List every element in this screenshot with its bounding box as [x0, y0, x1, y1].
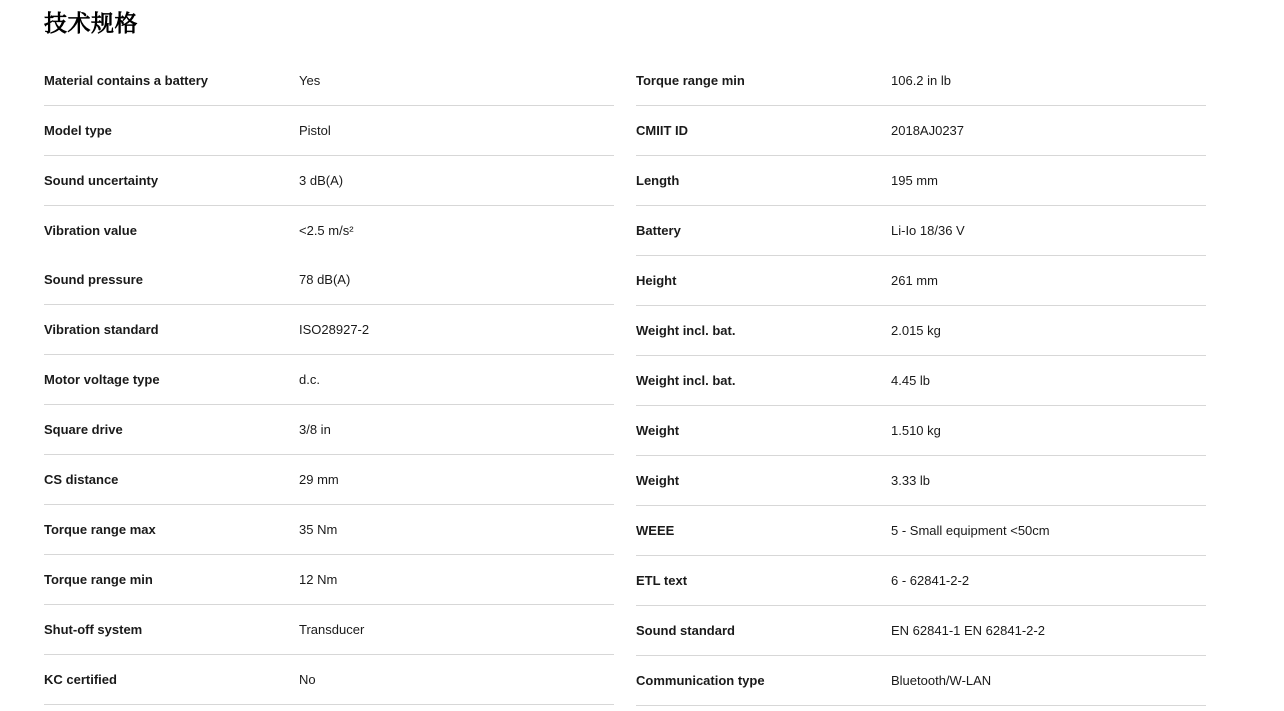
spec-value: 261 mm: [891, 273, 938, 288]
spec-row: [44, 156, 614, 206]
spec-label: Length: [636, 173, 680, 188]
spec-value: 1.510 kg: [891, 423, 941, 438]
spec-row: [636, 56, 1206, 106]
spec-value: 3.33 lb: [891, 473, 931, 488]
spec-row: [44, 106, 614, 156]
spec-value: Bluetooth/W-LAN: [891, 673, 992, 688]
spec-value: Li-Io 18/36 V: [891, 223, 965, 238]
spec-label: KC certified: [44, 672, 117, 687]
spec-row: [44, 605, 614, 655]
spec-label: Vibration value: [44, 223, 137, 238]
spec-row: [636, 456, 1206, 506]
spec-label: Height: [636, 273, 677, 288]
spec-row: [636, 406, 1206, 456]
spec-label: Weight: [636, 423, 680, 438]
spec-label: Communication type: [636, 673, 765, 688]
spec-label: Model type: [44, 123, 112, 138]
spec-row: [44, 555, 614, 605]
spec-label: Vibration standard: [44, 322, 159, 337]
spec-label: Weight incl. bat.: [636, 373, 736, 388]
specifications-column-right: [636, 56, 1206, 706]
page-title: 技术规格: [44, 10, 138, 36]
spec-value: 29 mm: [299, 472, 339, 487]
spec-label: Torque range max: [44, 522, 156, 537]
spec-label: Shut-off system: [44, 622, 143, 637]
spec-label: CMIIT ID: [636, 123, 688, 138]
spec-label: WEEE: [636, 523, 675, 538]
spec-row: [44, 655, 614, 705]
spec-value: 12 Nm: [299, 572, 338, 587]
spec-label: Motor voltage type: [44, 372, 160, 387]
spec-label: Sound uncertainty: [44, 173, 159, 188]
spec-value: 2018AJ0237: [891, 123, 965, 138]
spec-row: [44, 405, 614, 455]
spec-label: Weight incl. bat.: [636, 323, 736, 338]
spec-row: [636, 506, 1206, 556]
spec-row: [44, 56, 614, 106]
spec-value: Yes: [299, 73, 321, 88]
spec-row: [636, 256, 1206, 306]
spec-row: [44, 455, 614, 505]
spec-value: 106.2 in lb: [891, 73, 951, 88]
spec-label: Square drive: [44, 422, 123, 437]
spec-row: [636, 656, 1206, 706]
spec-value: 78 dB(A): [299, 272, 351, 287]
spec-row: [44, 206, 614, 255]
spec-value: 3/8 in: [299, 422, 331, 437]
spec-row: [636, 106, 1206, 156]
spec-value: <2.5 m/s²: [299, 223, 354, 238]
spec-label: Torque range min: [44, 572, 153, 587]
spec-value: Pistol: [299, 123, 331, 138]
spec-row: [44, 305, 614, 355]
spec-value: 4.45 lb: [891, 373, 931, 388]
spec-value: 2.015 kg: [891, 323, 941, 338]
spec-value: 6 - 62841-2-2: [891, 573, 970, 588]
spec-value: 5 - Small equipment <50cm: [891, 523, 1050, 538]
spec-label: Torque range min: [636, 73, 745, 88]
spec-value: ISO28927-2: [299, 322, 370, 337]
spec-row: [44, 255, 614, 305]
spec-label: Weight: [636, 473, 680, 488]
specifications-columns: [44, 56, 1240, 706]
spec-value: d.c.: [299, 372, 320, 387]
spec-value: Transducer: [299, 622, 365, 637]
spec-row: [636, 606, 1206, 656]
specifications-column-left: [44, 56, 614, 706]
spec-label: Battery: [636, 223, 681, 238]
spec-label: Sound standard: [636, 623, 735, 638]
spec-row: [636, 306, 1206, 356]
spec-row: [636, 356, 1206, 406]
spec-label: Sound pressure: [44, 272, 143, 287]
spec-value: 3 dB(A): [299, 173, 344, 188]
spec-row: [44, 505, 614, 555]
spec-row: [636, 556, 1206, 606]
spec-row: [44, 355, 614, 405]
spec-row: [636, 156, 1206, 206]
spec-label: CS distance: [44, 472, 119, 487]
spec-value: No: [299, 672, 316, 687]
spec-row: [636, 206, 1206, 256]
spec-label: ETL text: [636, 573, 688, 588]
spec-value: 35 Nm: [299, 522, 338, 537]
spec-value: 195 mm: [891, 173, 938, 188]
spec-value: EN 62841-1 EN 62841-2-2: [891, 623, 1045, 638]
spec-label: Material contains a battery: [44, 73, 208, 88]
